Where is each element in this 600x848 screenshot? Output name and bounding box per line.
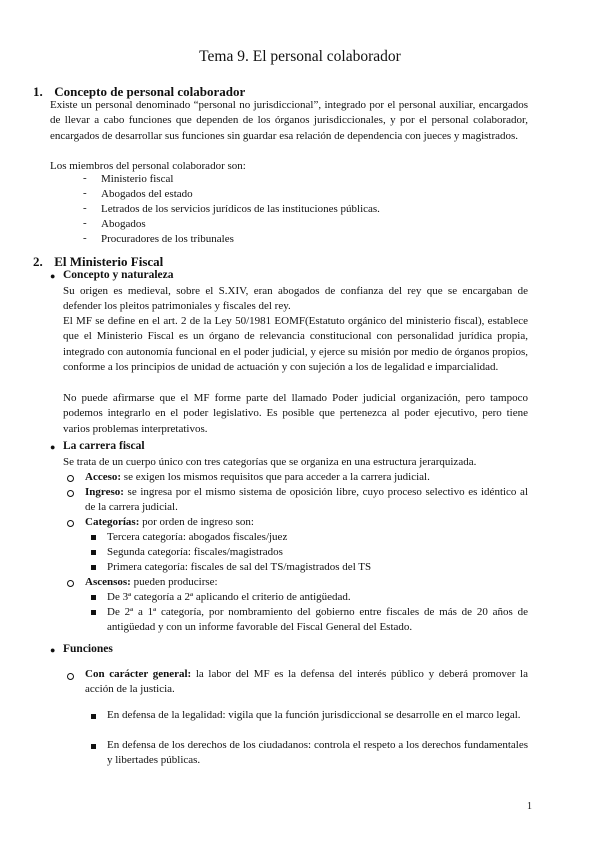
carrera-heading: La carrera fiscal (63, 440, 145, 452)
acceso-item (85, 470, 528, 485)
funciones-heading: Funciones (63, 643, 113, 655)
dash-marker: - (83, 217, 87, 229)
circle-bullet-icon (67, 490, 74, 497)
general-label: Con carácter general: (85, 668, 192, 680)
section-2-title: El Ministerio Fiscal (54, 254, 164, 269)
square-bullet-icon (91, 610, 96, 615)
ascensos-label: Ascensos: (85, 576, 131, 588)
categorias-label: Categorías: (85, 516, 140, 528)
bullet-icon: ● (50, 442, 56, 452)
ascenso-item: De 2ª a 1ª categoría, por nombramiento del gobierno entre fiscales de más de 20 años de antigüedad y con un informe favorable del Fiscal General del Estado. (107, 606, 528, 634)
categoria-item: Primera categoría: fiscales de sal del TS/magistrados del TS (107, 561, 372, 573)
bullet-icon: ● (50, 645, 56, 655)
page-title: Tema 9. El personal colaborador (199, 48, 401, 65)
page-number: 1 (527, 801, 532, 812)
concepto-paragraph-3: No puede afirmarse que el MF forme parte del llamado Poder judicial organización, pero tampoco podemos integrarlo en el poder legislativo. Es posible que pertenezca al poder ejecutivo, pero tiene varios problemas interpretativos. (63, 392, 528, 435)
section-2-number: 2. (33, 254, 43, 269)
dash-marker: - (83, 202, 87, 214)
member-item: Abogados (101, 218, 146, 230)
funcion-item: En defensa de los derechos de los ciudadanos: controla el respeto a los derechos fundamentales y libertades públicas. (107, 739, 528, 767)
square-bullet-icon (91, 714, 96, 719)
member-item: Abogados del estado (101, 188, 193, 200)
dash-marker: - (83, 187, 87, 199)
circle-bullet-icon (67, 580, 74, 587)
dash-marker: - (83, 172, 87, 184)
ingreso-text: se ingresa por el mismo sistema de oposición libre, cuyo proceso selectivo es idéntico al de la carrera judicial. (85, 486, 528, 514)
general-item (85, 667, 528, 698)
square-bullet-icon (91, 744, 96, 749)
section-1-members-intro: Los miembros del personal colaborador son: (50, 160, 246, 172)
funcion-item: En defensa de la legalidad: vigila que la función jurisdiccional se desarrolle en el marco legal. (107, 709, 521, 721)
section-1-title: Concepto de personal colaborador (54, 84, 246, 99)
member-item: Letrados de los servicios jurídicos de las instituciones públicas. (101, 203, 380, 215)
general-text: la labor del MF es la defensa del interés público y deberá promover la acción de la justicia. (85, 668, 528, 696)
ingreso-label: Ingreso: (85, 486, 124, 498)
categoria-item: Segunda categoría: fiscales/magistrados (107, 546, 283, 558)
ascensos-item (85, 575, 218, 590)
ascensos-text: pueden producirse: (130, 576, 218, 588)
ingreso-item (85, 485, 528, 516)
concepto-paragraph-2: El MF se define en el art. 2 de la Ley 50/1981 EOMF(Estatuto orgánico del ministerio fiscal), establece que el Ministerio Fiscal es un órgano de relevancia constitucional con personalidad jurídica propia, integrado con autonomía funcional en el poder judicial, y ejerce su misión por medio de órganos propios, conforme a los principios de unidad de actuación y con sujeción a los de legalidad e imparcialidad. (63, 315, 528, 374)
square-bullet-icon (91, 595, 96, 600)
member-item: Ministerio fiscal (101, 173, 174, 185)
categorias-text: por orden de ingreso son: (139, 516, 254, 528)
square-bullet-icon (91, 535, 96, 540)
carrera-intro: Se trata de un cuerpo único con tres categorías que se organiza en una estructura jerarquizada. (63, 456, 477, 468)
circle-bullet-icon (67, 673, 74, 680)
member-item: Procuradores de los tribunales (101, 233, 234, 245)
circle-bullet-icon (67, 520, 74, 527)
dash-marker: - (83, 232, 87, 244)
section-2-heading (33, 254, 163, 270)
square-bullet-icon (91, 550, 96, 555)
acceso-label: Acceso: (85, 471, 122, 483)
concepto-heading: Concepto y naturaleza (63, 269, 174, 281)
section-1-paragraph: Existe un personal denominado “personal no jurisdiccional”, integrado por el personal auxiliar, encargados de llevar a cabo funciones que dependen de los órganos jurisdiccionales, y por el personal colaborador, encargados de desarrollar sus funciones sin guardar esa relación de dependencia con jueces y magistrados. (50, 99, 528, 142)
square-bullet-icon (91, 565, 96, 570)
circle-bullet-icon (67, 475, 74, 482)
categorias-item (85, 515, 254, 530)
categoria-item: Tercera categoría: abogados fiscales/juez (107, 531, 288, 543)
bullet-icon: ● (50, 271, 56, 281)
section-1-number: 1. (33, 84, 43, 99)
acceso-text: se exigen los mismos requisitos que para acceder a la carrera judicial. (121, 471, 430, 483)
concepto-paragraph-1: Su origen es medieval, sobre el S.XIV, eran abogados de confianza del rey que se encargaban de defender los pleitos patrimoniales y fiscales del rey. (63, 285, 528, 313)
ascenso-item: De 3ª categoría a 2ª aplicando el criterio de antigüedad. (107, 591, 351, 603)
